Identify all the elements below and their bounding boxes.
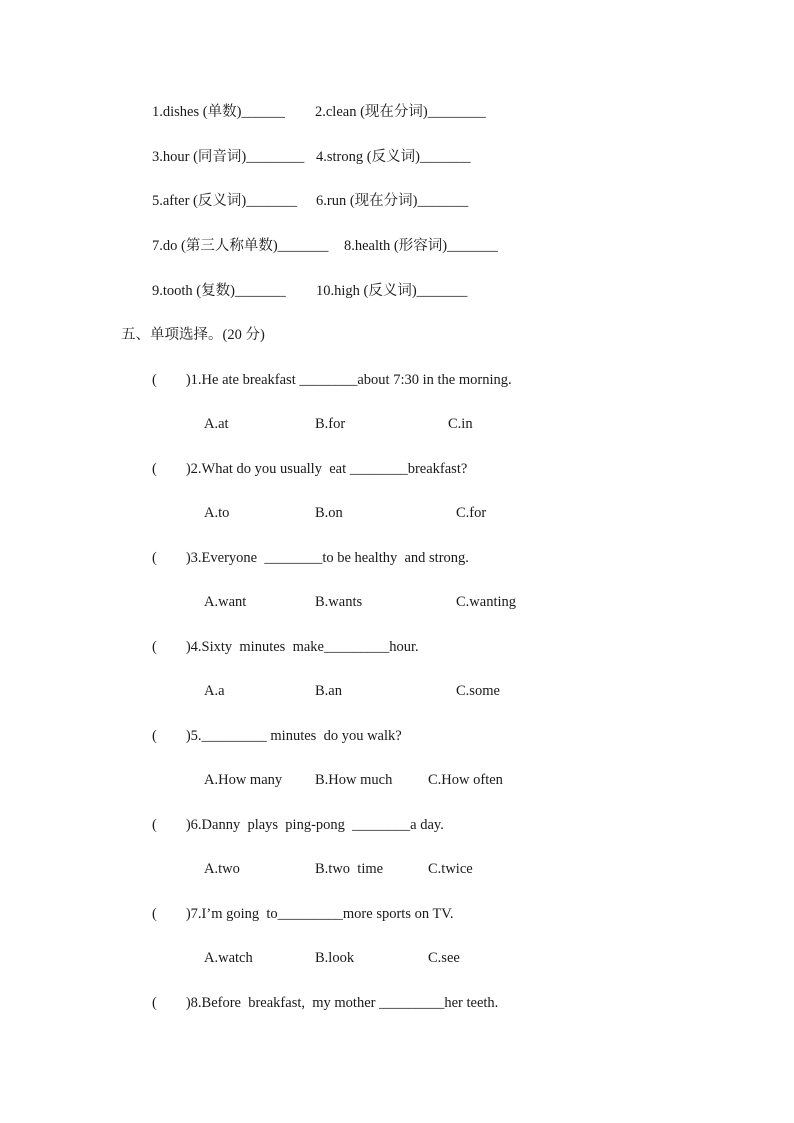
- vocab-item-5: 5.after (反义词)_______: [152, 193, 297, 209]
- question-1-option-a: A.at: [204, 416, 229, 432]
- question-4-option-a: A.a: [204, 683, 225, 699]
- vocab-item-6: 6.run (现在分词)_______: [316, 193, 469, 209]
- question-5-stem: ( )5._________ minutes do you walk?: [152, 728, 402, 744]
- question-7-option-b: B.look: [315, 950, 355, 966]
- question-4-option-b: B.an: [315, 683, 342, 699]
- question-6-option-b: B.two time: [315, 861, 384, 877]
- vocab-item-4: 4.strong (反义词)_______: [316, 149, 471, 165]
- question-5-option-c: C.How often: [428, 772, 503, 788]
- question-1-option-b: B.for: [315, 416, 346, 432]
- question-7-stem: ( )7.I’m going to_________more sports on TV.: [152, 906, 454, 922]
- question-4-option-c: C.some: [456, 683, 500, 699]
- vocab-item-1: 1.dishes (单数)______: [152, 104, 285, 120]
- vocab-item-10: 10.high (反义词)_______: [316, 283, 468, 299]
- vocab-item-7: 7.do (第三人称单数)_______: [152, 238, 329, 254]
- vocab-item-8: 8.health (形容词)_______: [344, 238, 498, 254]
- section-title: 五、单项选择。(20 分): [121, 327, 265, 343]
- question-7-option-a: A.watch: [204, 950, 253, 966]
- question-2-option-a: A.to: [204, 505, 230, 521]
- question-5-option-a: A.How many: [204, 772, 283, 788]
- question-7-option-c: C.see: [428, 950, 460, 966]
- question-3-option-a: A.want: [204, 594, 247, 610]
- question-1-stem: ( )1.He ate breakfast ________about 7:30 in the morning.: [152, 372, 512, 388]
- question-1-option-c: C.in: [448, 416, 473, 432]
- vocab-item-3: 3.hour (同音词)________: [152, 149, 305, 165]
- question-2-stem: ( )2.What do you usually eat ________breakfast?: [152, 461, 468, 477]
- vocab-item-2: 2.clean (现在分词)________: [315, 104, 486, 120]
- question-3-option-c: C.wanting: [456, 594, 517, 610]
- question-6-stem: ( )6.Danny plays ping-pong ________a day.: [152, 817, 444, 833]
- question-5-option-b: B.How much: [315, 772, 393, 788]
- question-4-stem: ( )4.Sixty minutes make_________hour.: [152, 639, 419, 655]
- question-2-option-c: C.for: [456, 505, 487, 521]
- question-2-option-b: B.on: [315, 505, 343, 521]
- question-6-option-a: A.two: [204, 861, 240, 877]
- vocab-item-9: 9.tooth (复数)_______: [152, 283, 286, 299]
- question-3-option-b: B.wants: [315, 594, 363, 610]
- question-8-stem: ( )8.Before breakfast, my mother _________her teeth.: [152, 995, 499, 1011]
- question-6-option-c: C.twice: [428, 861, 473, 877]
- question-3-stem: ( )3.Everyone ________to be healthy and strong.: [152, 550, 469, 566]
